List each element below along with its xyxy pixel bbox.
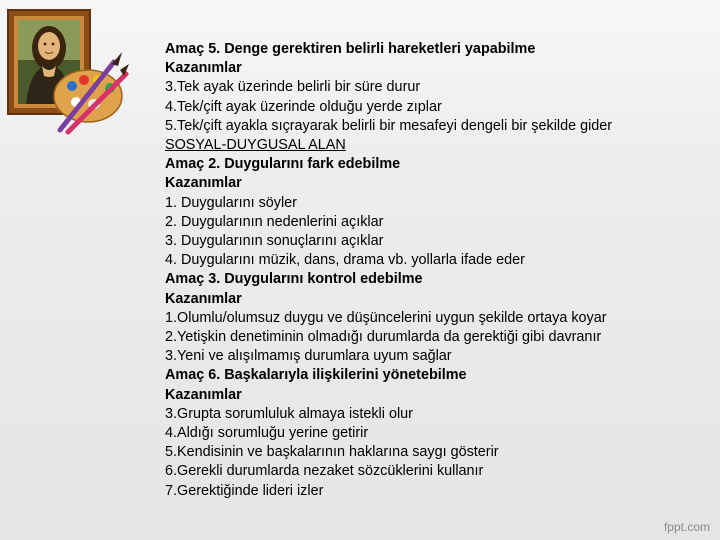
text-line: 3.Yeni ve alışılmamış durumlara uyum sağlar — [165, 348, 452, 365]
text-line: Amaç 3. Duygularını kontrol edebilme — [165, 271, 423, 288]
text-line: 5.Kendisinin ve başkalarının haklarına saygı gösterir — [165, 444, 499, 461]
text-line: 4.Aldığı sorumluğu yerine getirir — [165, 425, 369, 442]
text-line: Kazanımlar — [165, 386, 242, 403]
text-line: Amaç 2. Duygularını fark edebilme — [165, 156, 401, 173]
mona-lisa-painting-with-palette-icon — [2, 4, 130, 136]
text-line: 3.Grupta sorumluluk almaya istekli olur — [165, 405, 413, 422]
text-line: 2. Duygularının nedenlerini açıklar — [165, 213, 384, 230]
text-line: 3.Tek ayak üzerinde belirli bir süre durur — [165, 79, 421, 96]
text-line: Kazanımlar — [165, 290, 242, 307]
text-line: 4.Tek/çift ayak üzerinde olduğu yerde zıplar — [165, 98, 442, 115]
text-line: Kazanımlar — [165, 60, 242, 77]
text-line: 6.Gerekli durumlarda nezaket sözcüklerini kullanır — [165, 463, 484, 480]
text-line: Amaç 6. Başkalarıyla ilişkilerini yönetebilme — [165, 367, 467, 384]
text-line: 3. Duygularının sonuçlarını açıklar — [165, 233, 384, 250]
text-line: Kazanımlar — [165, 175, 242, 192]
section-heading: SOSYAL-DUYGUSAL ALAN — [165, 137, 346, 154]
slide-text-body — [165, 40, 705, 501]
text-line: Amaç 5. Denge gerektiren belirli hareketleri yapabilme — [165, 41, 536, 57]
text-line: 7.Gerektiğinde lideri izler — [165, 482, 324, 499]
text-line: 4. Duygularını müzik, dans, drama vb. yollarla ifade eder — [165, 252, 525, 269]
text-line: 2.Yetişkin denetiminin olmadığı durumlarda da gerektiği gibi davranır — [165, 329, 602, 346]
watermark-text: fppt.com — [663, 520, 710, 534]
text-line: 5.Tek/çift ayakla sıçrayarak belirli bir mesafeyi dengeli bir şekilde gider — [165, 117, 613, 134]
text-line: 1.Olumlu/olumsuz duygu ve düşüncelerini uygun şekilde ortaya koyar — [165, 309, 607, 326]
text-line: 1. Duygularını söyler — [165, 194, 297, 211]
